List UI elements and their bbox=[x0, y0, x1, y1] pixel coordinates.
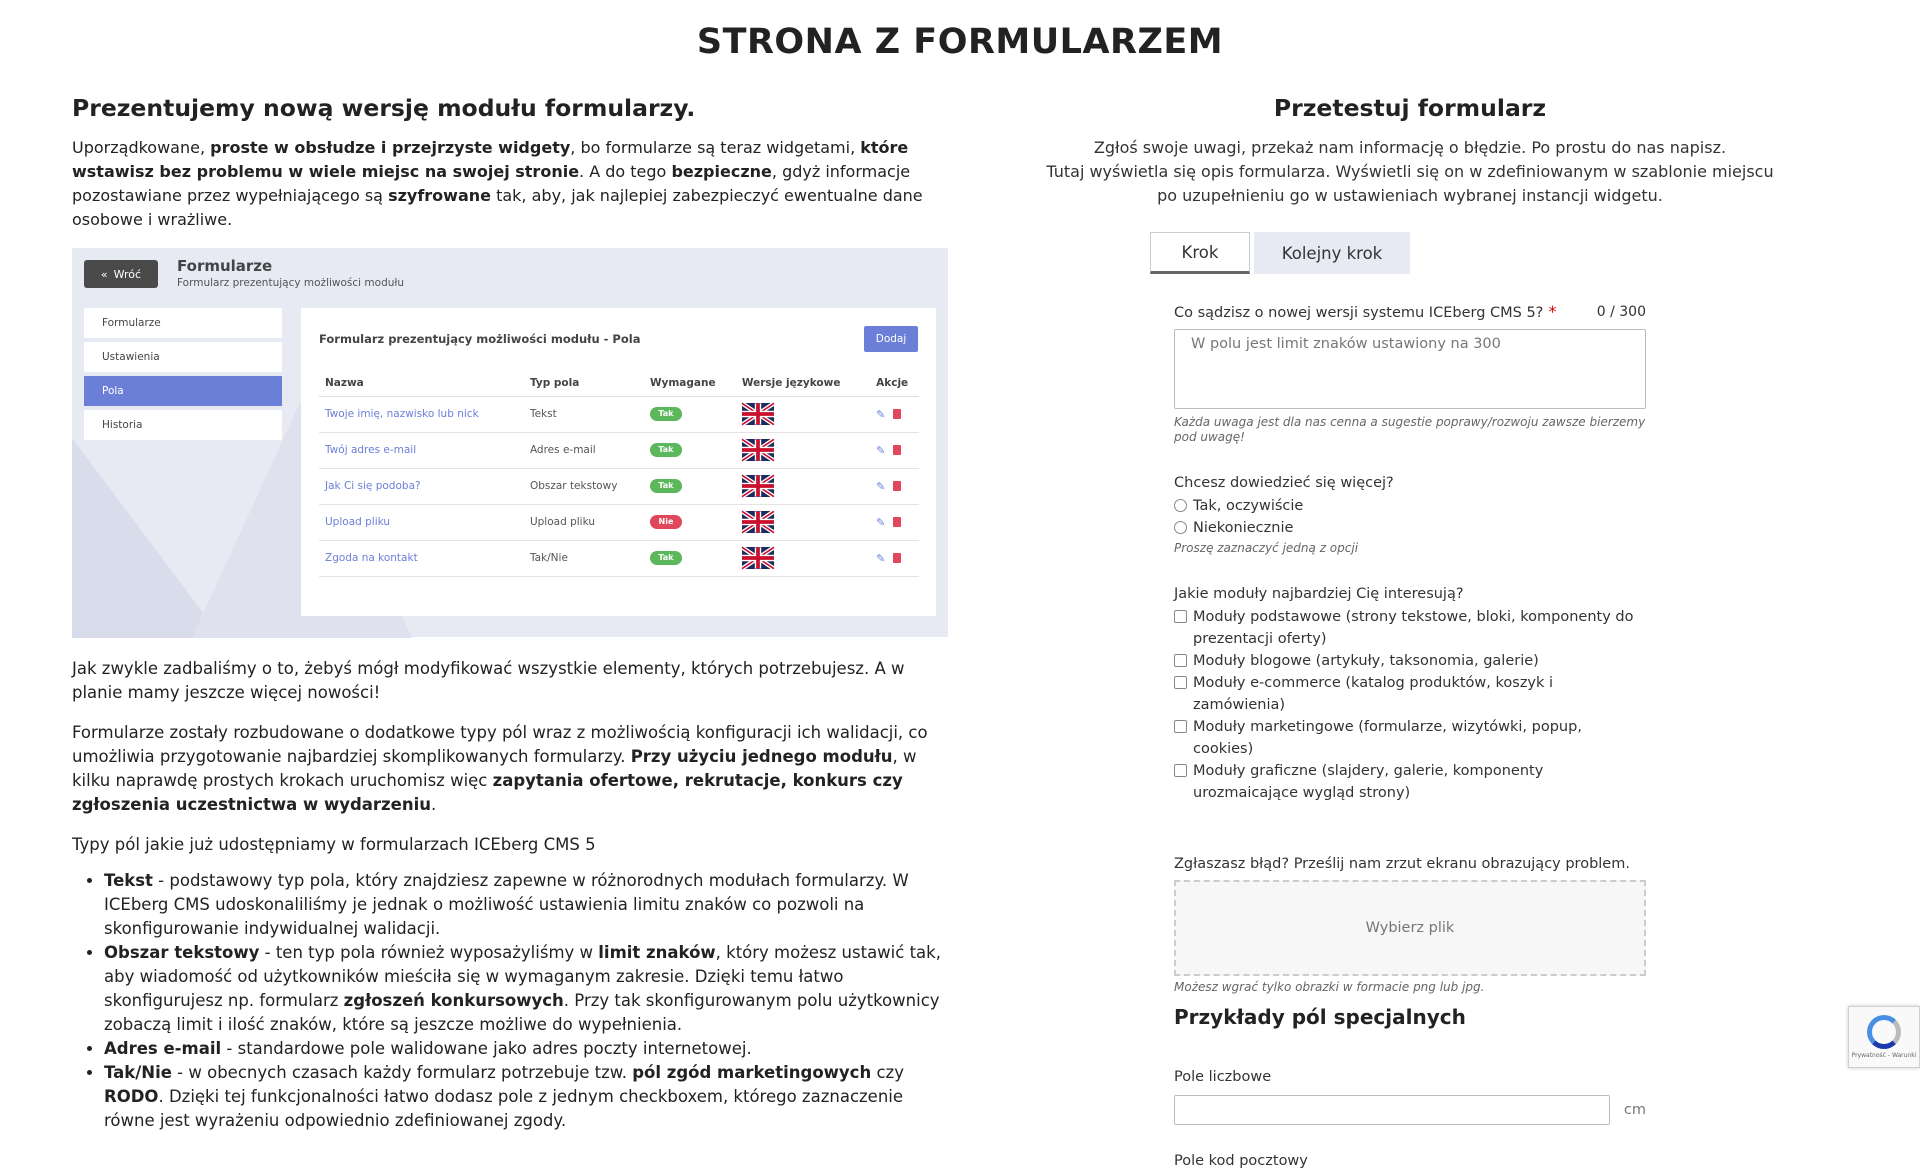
double-chevron-left-icon: « bbox=[100, 267, 108, 281]
column-header: Wymagane bbox=[644, 370, 736, 396]
recaptcha-icon bbox=[1867, 1015, 1901, 1049]
field-actions bbox=[870, 396, 919, 432]
required-pill: Tak bbox=[650, 479, 682, 493]
recaptcha-badge[interactable] bbox=[1848, 1006, 1920, 1068]
text: - standardowe pole walidowane jako adres poczty internetowej. bbox=[221, 1039, 752, 1058]
checkbox[interactable] bbox=[1174, 654, 1187, 667]
shot-sidebar-item: Pola bbox=[84, 376, 282, 406]
bold-text: proste w obsłudze i przejrzyste widgety bbox=[210, 138, 571, 157]
q1-hint: Każda uwaga jest dla nas cenna a sugestie poprawy/rozwoju zawsze bierzemy pod uwagę! bbox=[1174, 415, 1646, 444]
checkbox-option[interactable] bbox=[1174, 716, 1646, 760]
trash-icon bbox=[893, 409, 901, 419]
form-heading: Przetestuj formularz bbox=[1273, 94, 1547, 122]
table-row bbox=[319, 468, 919, 504]
text: . Dzięki tej funkcjonalności łatwo dodasz pole z jednym checkboxem, którego zaznaczenie równe jest wyrażeniu odpowiednio zdefiniowanej zgody. bbox=[104, 1087, 904, 1130]
field-type: Obszar tekstowy bbox=[524, 468, 644, 504]
bold-text: które wstawisz bez problemu w wiele miejsc na swojej stronie bbox=[72, 138, 909, 181]
column-header: Typ pola bbox=[524, 370, 644, 396]
edit-icon: ✎ bbox=[876, 443, 886, 457]
text: - w obecnych czasach każdy formularz potrzebuje tzw. bbox=[171, 1063, 633, 1082]
table-row bbox=[319, 540, 919, 576]
q3-label: Jakie moduły najbardziej Cię interesują? bbox=[1174, 586, 1464, 602]
file-upload-dropzone[interactable]: Wybierz plik bbox=[1174, 880, 1646, 976]
trash-icon bbox=[893, 553, 901, 563]
text: , gdyż informacje pozostawiane przez wypełniającego są bbox=[72, 162, 911, 205]
field-languages bbox=[736, 396, 870, 432]
edit-icon: ✎ bbox=[876, 515, 886, 529]
desc-line: Tutaj wyświetla się opis formularza. Wyświetli się on w zdefiniowanym w szablonie miejscu bbox=[1046, 162, 1774, 181]
desc-line: Zgłoś swoje uwagi, przekaż nam informację o błędzie. Po prostu do nas napisz. bbox=[1093, 138, 1727, 157]
paragraph-2 bbox=[72, 721, 944, 817]
text: czy bbox=[871, 1063, 904, 1082]
radio-button[interactable] bbox=[1174, 521, 1187, 534]
paragraph-1: Jak zwykle zadbaliśmy o to, żebyś mógł modyfikować wszystkie elementy, których potrzebujesz. A w planie mamy jeszcze więcej nowości! bbox=[72, 659, 905, 702]
shot-panel bbox=[301, 308, 936, 616]
bold-text: Tekst bbox=[104, 871, 153, 890]
bold-text: bezpieczne bbox=[671, 162, 772, 181]
q2-label: Chcesz dowiedzieć się więcej? bbox=[1174, 475, 1394, 491]
required-pill: Nie bbox=[650, 515, 682, 529]
radio-option-no[interactable] bbox=[1174, 517, 1646, 539]
paragraph-3: Typy pól jakie już udostępniamy w formularzach ICEberg CMS 5 bbox=[72, 835, 596, 854]
trash-icon bbox=[893, 517, 901, 527]
shot-subtitle: Formularz prezentujący możliwości modułu bbox=[177, 277, 405, 289]
uk-flag-icon bbox=[742, 475, 774, 497]
intro-paragraph bbox=[72, 136, 944, 232]
shot-title: Formularze bbox=[177, 257, 273, 275]
checkbox[interactable] bbox=[1174, 610, 1187, 623]
uk-flag-icon bbox=[742, 439, 774, 461]
right-column bbox=[1040, 94, 1780, 1169]
feature-list bbox=[72, 869, 944, 1133]
field-languages bbox=[736, 468, 870, 504]
checkbox-label: Moduły blogowe (artykuły, taksonomia, galerie) bbox=[1193, 653, 1539, 669]
required-asterisk: * bbox=[1548, 302, 1557, 321]
edit-icon: ✎ bbox=[876, 407, 886, 421]
number-input[interactable] bbox=[1174, 1095, 1610, 1125]
bold-text: Tak/Nie bbox=[104, 1063, 172, 1082]
radio-label: Niekoniecznie bbox=[1193, 520, 1294, 536]
field-actions bbox=[870, 468, 919, 504]
field-actions bbox=[870, 540, 919, 576]
column-header: Wersje językowe bbox=[736, 370, 870, 396]
special-fields-heading: Przykłady pól specjalnych bbox=[1174, 1005, 1466, 1029]
char-counter: 0 / 300 bbox=[1596, 304, 1646, 320]
edit-icon: ✎ bbox=[876, 551, 886, 565]
shot-sidebar bbox=[84, 308, 282, 444]
back-button bbox=[84, 260, 158, 288]
trash-icon bbox=[893, 481, 901, 491]
field-type: Tekst bbox=[524, 396, 644, 432]
bold-text: Obszar tekstowy bbox=[104, 943, 260, 962]
form-description bbox=[1040, 136, 1780, 208]
field-required bbox=[644, 396, 736, 432]
text: . A do tego bbox=[579, 162, 672, 181]
text: Uporządkowane, bbox=[72, 138, 211, 157]
text: . Przy tak skonfigurowanym polu użytkownicy zobaczą limit i ilość znaków, które są jeszcze możliwe do wypełnienia. bbox=[104, 991, 940, 1034]
bold-text: limit znaków bbox=[598, 943, 716, 962]
unit-label: cm bbox=[1623, 1102, 1646, 1118]
bold-text: Adres e-mail bbox=[104, 1039, 222, 1058]
text: Formularze zostały rozbudowane o dodatkowe typy pól wraz z możliwością konfiguracji ich walidacji, co umożliwia przygotowanie najbardziej skomplikowanych formularzy. bbox=[72, 723, 928, 766]
q4-hint: Możesz wgrać tylko obrazki w formacie png lub jpg. bbox=[1174, 980, 1485, 994]
field-languages bbox=[736, 540, 870, 576]
required-pill: Tak bbox=[650, 407, 682, 421]
text: tak, aby, jak najlepiej zabezpieczyć ewentualne dane osobowe i wrażliwe. bbox=[72, 186, 923, 229]
back-label: Wróć bbox=[113, 267, 142, 281]
checkbox-label: Moduły e-commerce (katalog produktów, koszyk i zamówienia) bbox=[1193, 675, 1554, 713]
feature-list-item bbox=[104, 869, 944, 941]
checkbox-option[interactable] bbox=[1174, 672, 1646, 716]
table-row bbox=[319, 396, 919, 432]
bold-text: pól zgód marketingowych bbox=[632, 1063, 872, 1082]
shot-sidebar-item: Ustawienia bbox=[84, 342, 282, 372]
field-required bbox=[644, 504, 736, 540]
checkbox-label: Moduły marketingowe (formularze, wizytówki, popup, cookies) bbox=[1193, 719, 1582, 757]
opinion-textarea[interactable]: W polu jest limit znaków ustawiony na 300 bbox=[1174, 329, 1646, 409]
text: , w kilku naprawdę prostych krokach uruchomisz więc bbox=[72, 747, 917, 790]
column-header: Nazwa bbox=[319, 370, 524, 396]
bold-text: zgłoszeń konkursowych bbox=[343, 991, 564, 1010]
feature-list-item bbox=[104, 941, 944, 1037]
postcode-field-label: Pole kod pocztowy bbox=[1174, 1153, 1308, 1169]
table-row bbox=[319, 432, 919, 468]
text: - podstawowy typ pola, który znajdziesz zapewne w różnorodnych modułach formularzy. W ICEberg CMS udoskonaliliśmy je jednak o możliwość ustawienia limitu znaków co pozwoli na skonfigurowanie indywidualnej walidacji. bbox=[104, 871, 909, 938]
text: - ten typ pola również wyposażyliśmy w bbox=[259, 943, 599, 962]
text: , który możesz ustawić tak, aby wiadomość od użytkowników mieściła się w wymaganym zakresie. Dzięki temu łatwo skonfigurujesz np. formularz bbox=[104, 943, 941, 1010]
table-row bbox=[319, 504, 919, 540]
edit-icon: ✎ bbox=[876, 479, 886, 493]
tab-krok[interactable]: Krok bbox=[1150, 232, 1250, 274]
radio-label: Tak, oczywiście bbox=[1193, 498, 1304, 514]
field-name: Twoje imię, nazwisko lub nick bbox=[319, 396, 524, 432]
modules-checkbox-list bbox=[1174, 606, 1646, 804]
checkbox-option[interactable] bbox=[1174, 650, 1646, 672]
required-pill: Tak bbox=[650, 551, 682, 565]
trash-icon bbox=[893, 445, 901, 455]
feature-list-item bbox=[104, 1061, 944, 1133]
q2-hint: Proszę zaznaczyć jedną z opcji bbox=[1174, 541, 1359, 555]
recaptcha-text: Prywatność - Warunki bbox=[1851, 1052, 1917, 1059]
radio-button[interactable] bbox=[1174, 499, 1187, 512]
bold-text: szyfrowane bbox=[388, 186, 491, 205]
add-button: Dodaj bbox=[864, 326, 918, 352]
checkbox[interactable] bbox=[1174, 676, 1187, 689]
field-type: Tak/Nie bbox=[524, 540, 644, 576]
field-actions bbox=[870, 504, 919, 540]
q1-label: Co sądzisz o nowej wersji systemu ICEberg CMS 5? bbox=[1174, 305, 1544, 321]
uk-flag-icon bbox=[742, 547, 774, 569]
column-header: Akcje bbox=[870, 370, 919, 396]
checkbox[interactable] bbox=[1174, 720, 1187, 733]
bold-text: RODO bbox=[104, 1087, 159, 1106]
checkbox-label: Moduły podstawowe (strony tekstowe, bloki, komponenty do prezentacji oferty) bbox=[1193, 609, 1634, 647]
tab-kolejny-krok[interactable]: Kolejny krok bbox=[1254, 232, 1410, 274]
checkbox-option[interactable] bbox=[1174, 760, 1646, 804]
field-name: Twój adres e-mail bbox=[319, 432, 524, 468]
field-actions bbox=[870, 432, 919, 468]
bold-text: zapytania ofertowe, rekrutacje, konkurs czy zgłoszenia uczestnictwa w wydarzeniu bbox=[72, 771, 903, 814]
field-required bbox=[644, 540, 736, 576]
field-type: Adres e-mail bbox=[524, 432, 644, 468]
field-name: Jak Ci się podoba? bbox=[319, 468, 524, 504]
q4-label: Zgłaszasz błąd? Prześlij nam zrzut ekranu obrazujący problem. bbox=[1174, 856, 1630, 872]
required-pill: Tak bbox=[650, 443, 682, 457]
page-title: STRONA Z FORMULARZEM bbox=[696, 22, 1224, 62]
left-heading: Prezentujemy nową wersję modułu formularzy. bbox=[72, 94, 696, 122]
field-name: Upload pliku bbox=[319, 504, 524, 540]
checkbox-label: Moduły graficzne (slajdery, galerie, komponenty urozmaicające wygląd strony) bbox=[1193, 763, 1544, 801]
checkbox-option[interactable] bbox=[1174, 606, 1646, 650]
text: . bbox=[431, 795, 437, 814]
fields-table bbox=[319, 370, 919, 577]
field-required bbox=[644, 468, 736, 504]
feature-list-item bbox=[104, 1037, 944, 1061]
step-tabs bbox=[1150, 232, 1410, 274]
field-required bbox=[644, 432, 736, 468]
bold-text: Przy użyciu jednego modułu bbox=[630, 747, 893, 766]
desc-line: po uzupełnieniu go w ustawieniach wybranej instancji widgetu. bbox=[1157, 186, 1663, 205]
form-body bbox=[1174, 302, 1646, 1169]
number-field-label: Pole liczbowe bbox=[1174, 1069, 1272, 1085]
module-screenshot bbox=[72, 248, 948, 637]
field-languages bbox=[736, 504, 870, 540]
shot-sidebar-item: Formularze bbox=[84, 308, 282, 338]
checkbox[interactable] bbox=[1174, 764, 1187, 777]
shot-sidebar-item: Historia bbox=[84, 410, 282, 440]
uk-flag-icon bbox=[742, 403, 774, 425]
panel-title: Formularz prezentujący możliwości modułu - Pola bbox=[319, 332, 641, 346]
radio-option-yes[interactable] bbox=[1174, 495, 1646, 517]
uk-flag-icon bbox=[742, 511, 774, 533]
field-type: Upload pliku bbox=[524, 504, 644, 540]
text: , bo formularze są teraz widgetami, bbox=[570, 138, 861, 157]
field-languages bbox=[736, 432, 870, 468]
field-name: Zgoda na kontakt bbox=[319, 540, 524, 576]
left-column bbox=[72, 94, 944, 1133]
